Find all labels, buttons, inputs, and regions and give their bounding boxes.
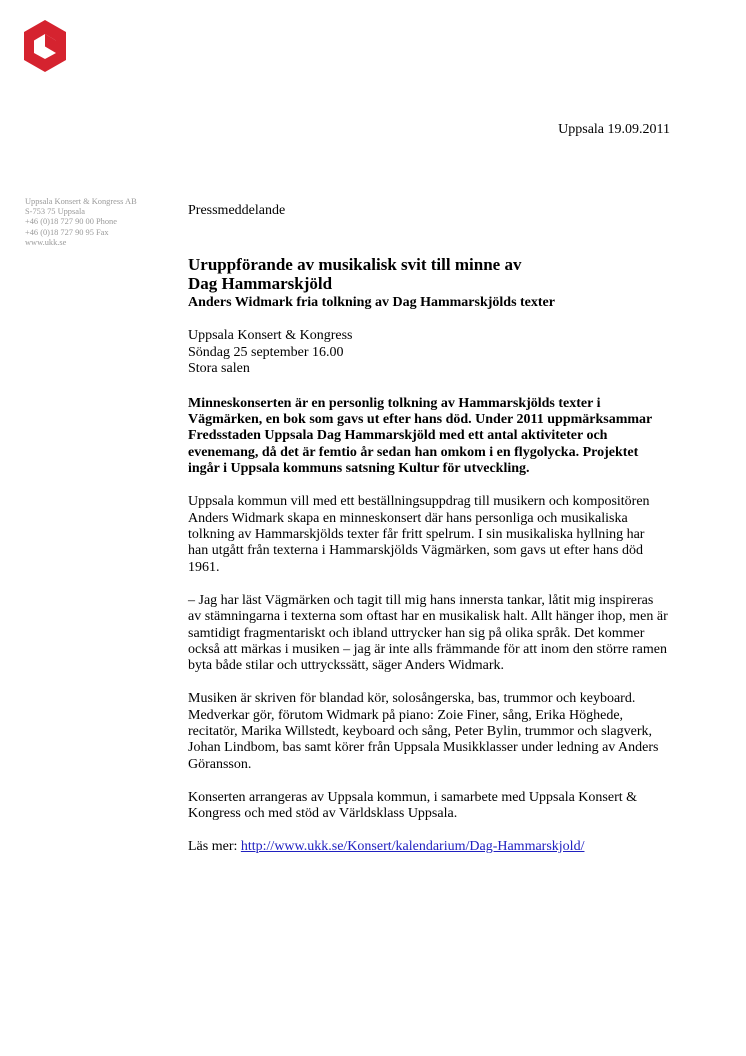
press-release-body [188, 203, 668, 855]
body-paragraph: Musiken är skriven för blandad kör, solosångerska, bas, trummor och keyboard. Medverkar gör, förutom Widmark på piano: Zoie Finer, sång, Erika Höghede, recitatör, Marika Willstedt, keyboard och sång, Peter Bylin, trummor och slagverk, Johan Lindbom, bas samt körer från Uppsala Musikklasser under ledning av Anders Göransson. [188, 691, 659, 772]
headline [188, 255, 668, 293]
document-date: Uppsala 19.09.2011 [558, 122, 670, 137]
lead-paragraph: Minneskonserten är en personlig tolkning av Hammarskjölds texter i Vägmärken, en bok som gavs ut efter hans död. Under 2011 uppmärksammar Fredsstaden Uppsala Dag Hammarskjöld med ett antal aktiviteter och evenemang, då det är femtio år sedan han omkom i en flygolycka. Projektet ingår i Uppsala kommuns satsning Kultur för utveckling. [188, 395, 652, 477]
body-paragraph: – Jag har läst Vägmärken och tagit till mig hans innersta tankar, låtit mig inspireras av stämningarna i texterna som oftast har en musikalisk halt. Allt hänger ihop, men är samtidigt fragmentariskt och ibland uttrycker han sig på olika språk. Det kommer också att märkas i musiken – jag är inte alls främmande för att inom den större ramen byta både stilar och uttryckssätt, säger Anders Widmark. [188, 592, 668, 674]
headline-line-1: Uruppförande av musikalisk svit till minne av [188, 255, 522, 275]
headline-line-2: Dag Hammarskjöld [188, 274, 333, 294]
event-venue: Uppsala Konsert & Kongress [188, 328, 353, 344]
subheadline: Anders Widmark fria tolkning av Dag Hammarskjölds texter [188, 295, 555, 311]
read-more-link[interactable]: http://www.ukk.se/Konsert/kalendarium/Dag-Hammarskjold/ [240, 839, 585, 855]
document-type-label: Pressmeddelande [188, 203, 286, 218]
event-datetime: Söndag 25 september 16.00 [188, 344, 344, 360]
sender-web: www.ukk.se [25, 237, 67, 247]
sender-fax: +46 (0)18 727 90 95 Fax [25, 227, 109, 237]
read-more [188, 839, 668, 855]
event-hall: Stora salen [188, 361, 250, 377]
event-details [188, 328, 668, 377]
read-more-label: Läs mer: [188, 839, 238, 855]
ukk-logo-icon [24, 20, 66, 72]
sender-address-block [25, 197, 175, 248]
sender-company: Uppsala Konsert & Kongress AB [25, 197, 137, 206]
body-paragraph: Konserten arrangeras av Uppsala kommun, i samarbete med Uppsala Konsert & Kongress och med stöd av Världsklass Uppsala. [188, 789, 638, 822]
sender-address: S-753 75 Uppsala [25, 207, 86, 217]
sender-phone: +46 (0)18 727 90 00 Phone [25, 217, 117, 227]
body-paragraph: Uppsala kommun vill med ett beställningsuppdrag till musikern och kompositören Anders Widmark skapa en minneskonsert där hans personliga och musikaliska tolkning av Hammarskjölds texter får fritt spelrum. I sin musikaliska hyllning har han utgått från texterna i Hammarskjölds Vägmärken, som gavs ut efter hans död 1961. [188, 494, 650, 575]
